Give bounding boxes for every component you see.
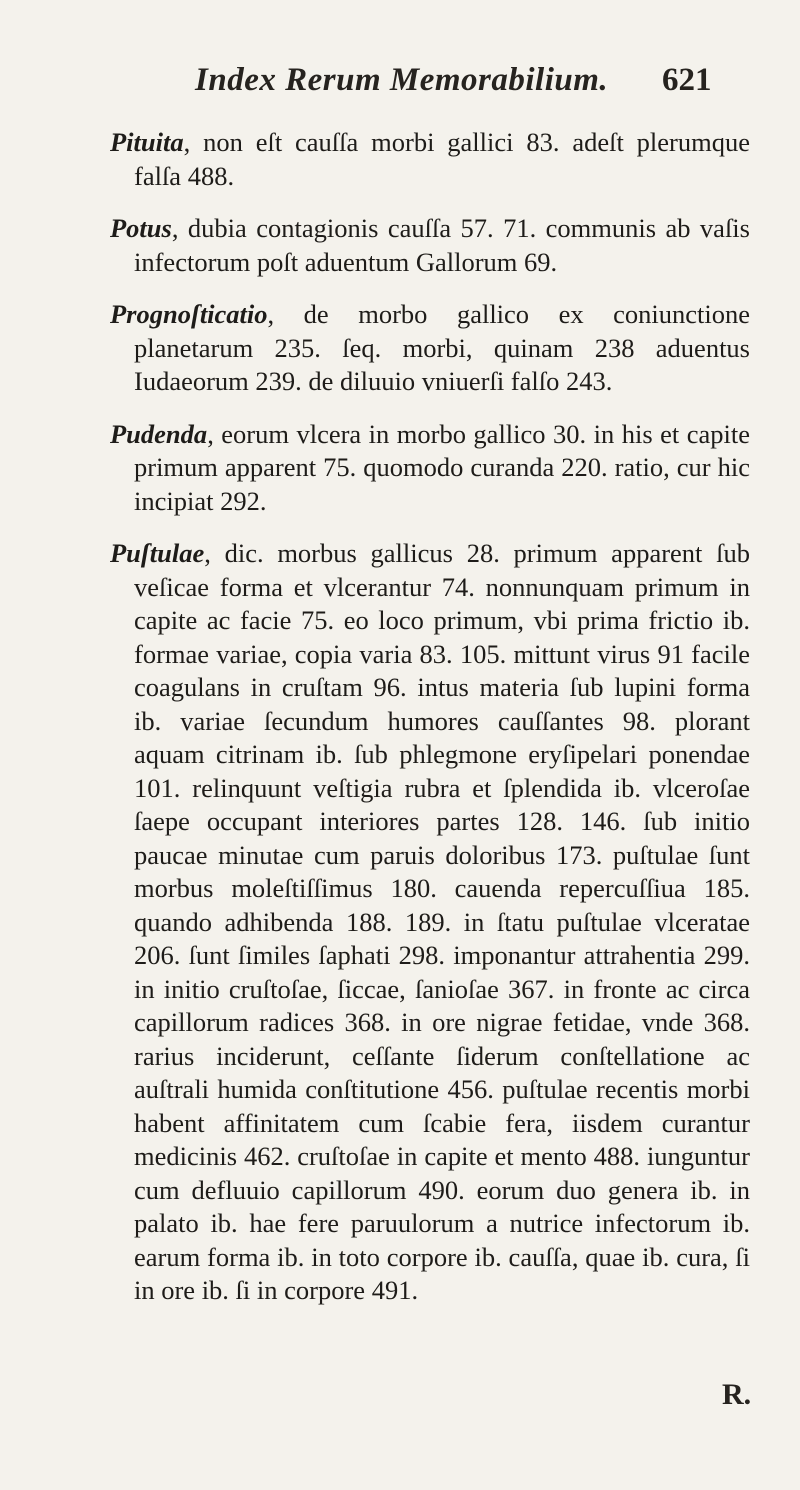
entry-text: , dic. morbus gallicus 28. primum apparent ſub veſicae forma et vlcerantur 74. nonnunquam primum in capite ac facie 75. eo loco primum, vbi prima frictio ib. formae variae, copia varia 83. 105. mittunt virus 91 facile coagulans in cruſtam 96. intus materia ſub lupini forma ib. variae ſecundum humores cauſſantes 98. plorant aquam citrinam ib. ſub phlegmone eryſipelari ponendae 101. relinquunt veſtigia rubra et ſplendida ib. vlceroſae ſaepe occupant interiores partes 128. 146. ſub initio paucae minutae cum paruis doloribus 173. puſtulae ſunt morbus moleſtiſſimus 180. cauenda repercuſſiua 185. quando adhibenda 188. 189. in ſtatu puſtulae vlceratae 206. ſunt ſimiles ſaphati 298. imponantur attrahentia 299. in initio cruſtoſae, ſiccae, ſanioſae 367. in fronte ac circa capillorum radices 368. in ore nigrae fetidae, vnde 368. rarius inciderunt, ceſſante ſiderum conſtellatione ac auſtrali humida conſtitutione 456. puſtulae recentis morbi habent affinitatem cum ſcabie fera, iisdem curantur medicinis 462. cruſtoſae in capite et mento 488. iunguntur cum defluuio capillorum 490. eorum duo genera ib. in palato ib. hae fere paruulorum a nutrice infectorum ib. earum forma ib. in toto corpore ib. cauſſa, quae ib. cura, ſi in ore ib. ſi in corpore 491. <box>134 538 750 1305</box>
index-entry-pituita <box>110 126 750 193</box>
entry-headword: Prognoſticatio <box>110 299 268 329</box>
index-entry-prognosticatio <box>110 298 750 399</box>
entry-text: , dubia contagionis cauſſa 57. 71. communis ab vaſis infectorum poſt aduentum Gallorum 69. <box>134 213 750 277</box>
entry-text: , eorum vlcera in morbo gallico 30. in his et capite primum apparent 75. quomodo curanda 220. ratio, cur hic incipiat 292. <box>134 418 750 516</box>
catchword: R. <box>722 1378 752 1411</box>
page-title: Index Rerum Memorabilium. <box>195 62 609 98</box>
entry-text: , de morbo gallico ex coniunctione planetarum 235. ſeq. morbi, quinam 238 aduentus Iudaeorum 239. de diluuio vniuerſi falſo 243. <box>134 299 750 396</box>
index-entry-pudenda <box>110 418 750 519</box>
entry-headword: Potus <box>110 213 172 243</box>
index-entry-potus <box>110 212 750 279</box>
index-entry-pustulae <box>110 537 750 1308</box>
page-number: 621 <box>662 62 712 98</box>
entry-headword: Pudenda <box>110 418 208 449</box>
running-head <box>0 62 800 106</box>
index-entries <box>110 126 750 1327</box>
entry-headword: Puſtulae <box>110 538 205 568</box>
entry-text: , non eſt cauſſa morbi gallici 83. adeſt plerumque falſa 488. <box>134 127 750 191</box>
entry-headword: Pituita <box>110 127 184 157</box>
